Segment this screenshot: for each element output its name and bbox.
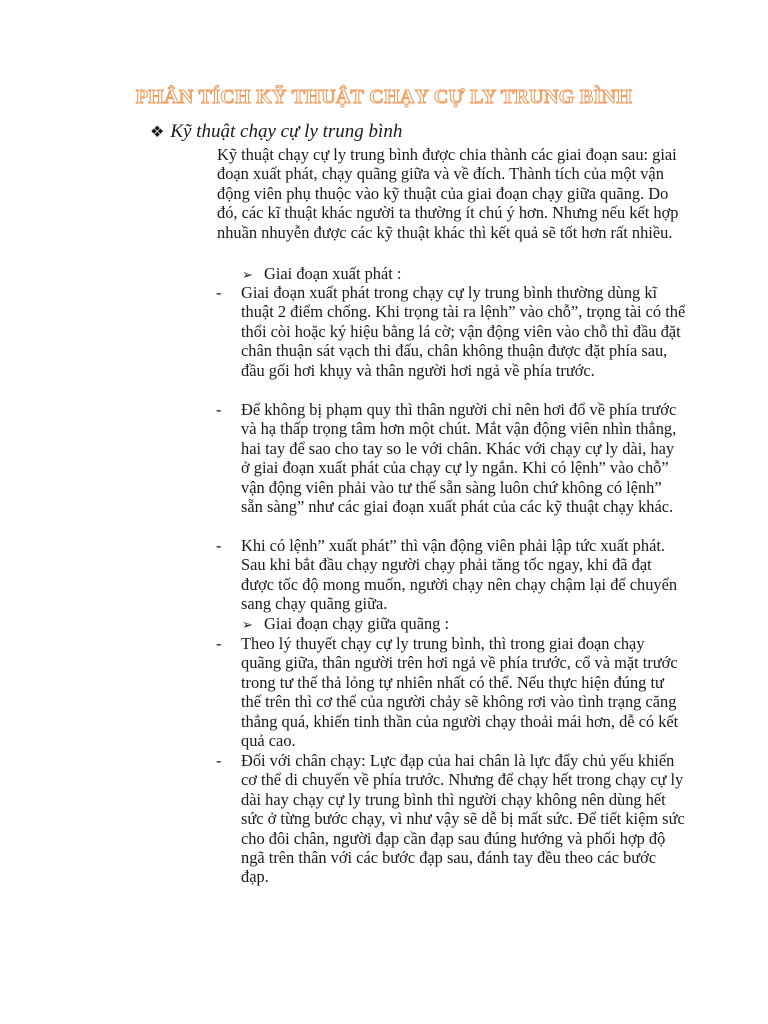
intro-paragraph: Kỹ thuật chạy cự ly trung bình được chia thành các giai đoạn sau: giai đoạn xuất phát, chạy quãng giữa và về đích. Thành tích của một vận động viên phụ thuộc vào kỹ thuật của giai đoạn chạy giữa quãng. Do đó, các kĩ thuật khác người ta thường ít chú ý hơn. Nhưng nếu kết hợp nhuần nhuyễn được các kỹ thuật khác thì kết quả sẽ tốt hơn rất nhiều. — [217, 145, 679, 242]
list-item-text: Giai đoạn xuất phát trong chạy cự ly trung bình thường dùng kĩ thuật 2 điểm chống. Khi trọng tài ra lệnh” vào chỗ”, trọng tài có thể thổi còi hoặc ký hiệu bằng lá cờ; vận động viên vào chỗ thì đầu đặt chân thuận sát vạch thi đấu, chân không thuận được đặt phía sau, đầu gối hơi khụy và thân người hơi ngả về phía trước. — [241, 283, 686, 380]
list-item — [216, 400, 686, 516]
dash-bullet-icon: - — [216, 400, 222, 419]
list-item-text: Để không bị phạm quy thì thân người chỉ nên hơi đổ về phía trước và hạ thấp trọng tâm hơn một chút. Mắt vận động viên nhìn thẳng, hai tay để sao cho tay so le với chân. Khác với chạy cự ly dài, hay ở giai đoạn xuất phát của chạy cự ly ngắn. Khi có lệnh” vào chỗ” vận động viên phải vào tư thế sẵn sàng luôn chứ không có lệnh” sẵn sàng” như các giai đoạn xuất phát của các kỹ thuật chạy khác. — [241, 400, 677, 517]
diamond-bullet-icon: ❖ — [150, 124, 165, 141]
list-item-text: Đối với chân chạy: Lực đạp của hai chân là lực đẩy chủ yếu khiến cơ thể di chuyển về phía trước. Nhưng để chạy hết trong chạy cự ly dài hay chạy cự ly trung bình thì người chạy không nên dùng hết sức ở từng bước chạy, vì như vậy sẽ dễ bị mất sức. Để tiết kiệm sức cho đôi chân, người đạp cần đạp sau đúng hướng và phối hợp độ ngã trên thân với các bước đạp sau, đánh tay đều theo các bước đạp. — [241, 751, 685, 887]
section-heading — [150, 121, 402, 143]
subsection-start — [242, 264, 401, 284]
list-item-text: Theo lý thuyết chạy cự ly trung bình, thì trong giai đoạn chạy quãng giữa, thân người trên hơi ngả về phía trước, cổ và mặt trước trong tư thế thả lỏng tự nhiên nhất có thể. Nếu thực hiện đúng tư thế trên thì cơ thể của người chảy sẽ không rơi vào tình trạng căng thẳng quá, khiến tinh thần của người chạy thoải mái hơn, dễ có kết quả cao. — [241, 634, 679, 751]
subsection-middle — [242, 614, 449, 634]
dash-bullet-icon: - — [216, 634, 222, 653]
dash-bullet-icon: - — [216, 536, 222, 555]
subsection-middle-label: Giai đoạn chạy giữa quãng : — [264, 614, 450, 633]
section-heading-text: Kỹ thuật chạy cự ly trung bình — [170, 121, 403, 142]
document-title: PHÂN TÍCH KỸ THUẬT CHẠY CỰ LY TRUNG BÌNH — [135, 86, 633, 108]
dash-bullet-icon: - — [216, 283, 222, 302]
list-item — [216, 634, 686, 750]
list-item — [216, 283, 686, 380]
dash-bullet-icon: - — [216, 751, 222, 770]
list-item — [216, 751, 686, 887]
subsection-start-label: Giai đoạn xuất phát : — [264, 264, 402, 283]
list-item — [216, 536, 686, 614]
list-item-text: Khi có lệnh” xuất phát” thì vận động viên phải lập tức xuất phát. Sau khi bắt đầu chạy người chạy phải tăng tốc ngay, khi đã đạt được tốc độ mong muốn, người chạy nên chạy chậm lại để chuyển sang chạy quãng giữa. — [241, 536, 678, 614]
arrow-bullet-icon: ➢ — [242, 617, 253, 632]
arrow-bullet-icon: ➢ — [242, 267, 253, 282]
